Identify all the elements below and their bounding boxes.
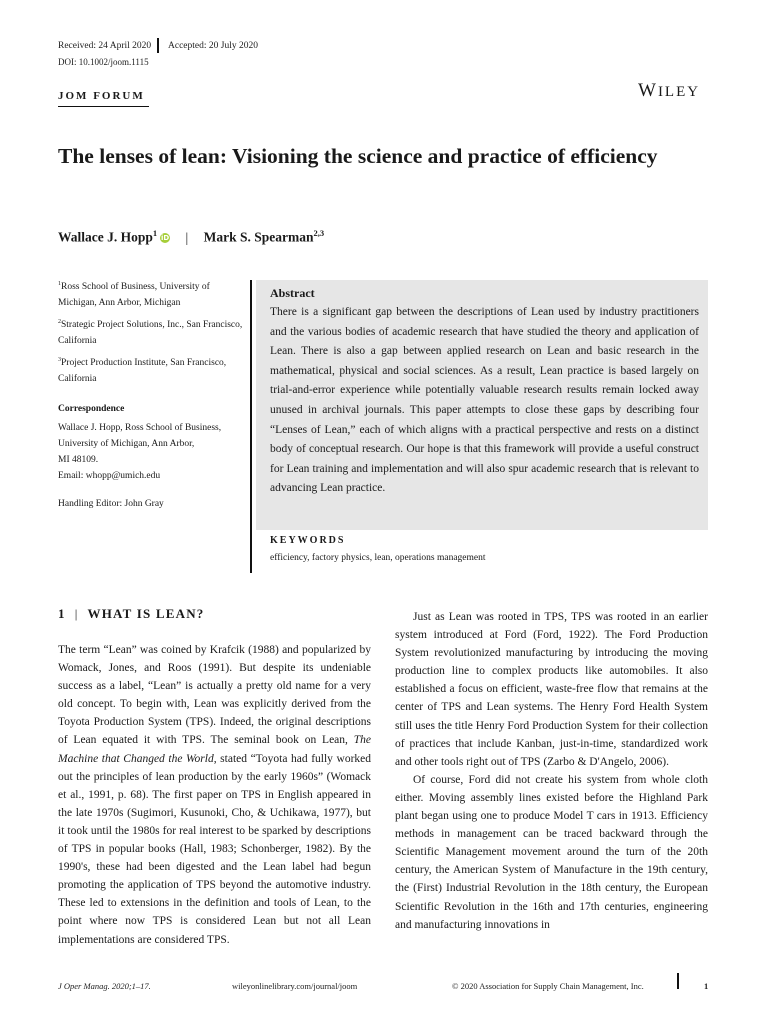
body-text: The term “Lean” was coined by Krafcik (1988) and popularized by Womack, Jones, and Roos (1991). But despite its undeniable success as a label, “Lean” is actually a pretty old name for a very old concept. To begin with, Lean was explicitly derived from the Toyota Production System (TPS). Indeed, the original descriptions of Lean equated it with TPS. The seminal book on Lean, [58, 644, 371, 747]
author-name[interactable]: Mark S. Spearman [203, 229, 314, 245]
correspondence-line: Wallace J. Hopp, Ross School of Business, [58, 423, 222, 434]
affiliation [58, 352, 243, 387]
received-date: Received: 24 April 2020 [58, 41, 152, 51]
section-number: 1 [58, 606, 66, 621]
footer-copyright: © 2020 Association for Supply Chain Management, Inc. [452, 981, 644, 991]
author-affil-sup: 1 [152, 228, 158, 238]
keywords-heading: KEYWORDS [270, 535, 346, 546]
affiliation [58, 314, 243, 349]
abstract-heading: Abstract [270, 286, 315, 300]
abstract-rule [250, 280, 252, 573]
affiliation [58, 276, 243, 311]
orcid-icon[interactable]: iD [161, 233, 170, 242]
keywords-text: efficiency, factory physics, lean, operations management [270, 553, 486, 563]
logo-rest: ILEY [657, 84, 701, 100]
handling-editor: Handling Editor: John Gray [58, 499, 164, 510]
correspondence-email[interactable]: Email: whopp@umich.edu [58, 471, 161, 482]
footer-url[interactable]: wileyonlinelibrary.com/journal/joom [232, 981, 358, 991]
body-column-right [395, 608, 708, 934]
author-affil-sup: 2,3 [313, 228, 325, 238]
section-title: WHAT IS LEAN? [87, 606, 205, 621]
publisher-logo [638, 80, 700, 102]
body-column-left [58, 641, 371, 949]
book-title: The Machine that Changed the World [58, 734, 371, 765]
affiliation-sup: 2 [58, 319, 61, 326]
section-heading-separator: | [74, 606, 79, 621]
section-label-underline [58, 106, 149, 107]
correspondence-line: University of Michigan, Ann Arbor, [58, 439, 195, 450]
abstract-text: There is a significant gap between the descriptions of Lean used by industry practitioners and the various bodies of academic research that have studied the theory and application of Lean. There is also a gap between applied research on Lean and basic research in the mathematical, physical and social sciences. As a result, Lean practice is based largely on trial-and-error experience while potentially valuable research results remain locked away unused in archival journals. This paper attempts to close these gaps by describing four “Lenses of Lean,” each of which aligns with a practical perspective and rests on a distinct body of conceptual research. Our hope is that this framework will provide a useful construct for Lean training and implementation and will also spur academic research that is relevant to advancing Lean practice. [270, 306, 699, 495]
author-name[interactable]: Wallace J. Hopp [58, 229, 153, 245]
footer-divider [677, 973, 679, 989]
correspondence-line: MI 48109. [58, 455, 99, 466]
section-label: JOM FORUM [58, 90, 145, 102]
meta-divider [157, 38, 159, 53]
body-paragraph: Just as Lean was rooted in TPS, TPS was rooted in an earlier system introduced at Ford (Ford, 1922). The Ford Production System revolutionized manufacturing by introducing the moving production line to complex products like automobiles. It also established a focus on efficient, waste-free flow that remains at the center of TPS and Lean systems. The Henry Ford Health System still uses the title Henry Ford Production System for their collection of practices that include Kanban, just-in-time, standardized work and other tools right out of TPS (Zarbo & D'Angelo, 2006). [395, 611, 708, 768]
affiliation-text: Ross School of Business, University of Michigan, Ann Arbor, Michigan [58, 282, 210, 309]
affiliation-text: Project Production Institute, San Francisco, California [58, 358, 227, 385]
affiliation-sup: 1 [58, 281, 61, 287]
section-heading [58, 606, 205, 622]
doi: DOI: 10.1002/joom.1115 [58, 57, 149, 67]
body-paragraph [58, 641, 371, 949]
affiliation-text: Strategic Project Solutions, Inc., San Francisco, California [58, 320, 243, 347]
author-separator: | [185, 229, 189, 245]
author-list [58, 228, 324, 246]
accepted-date: Accepted: 20 July 2020 [168, 41, 258, 51]
body-paragraph: Of course, Ford did not create his system from whole cloth either. Moving assembly lines existed before the Highland Park plant began using one to produce Model T cars in 1913. Efficiency methods in management can be traced backward through the Scientific Management movement around the turn of the 20th century, the American System of Manufacture in the 19th century, the (First) Industrial Revolution in the 18th century, the European Scientific Revolution in the 16th and 17th centuries, engineering and manufacturing innovations in [395, 773, 708, 931]
affiliation-sup: 3 [58, 357, 61, 364]
page-number: 1 [704, 981, 709, 991]
body-text: , stated “Toyota had fully worked out the principles of lean production by the early 1960s” (Womack et al., 1991, p. 68). The first paper on TPS in English appeared in the late 1970s (Sugimori, Kusunoki, Cho, & Uchikawa, 1977), but it took until the 1980s for real interest to be sparked by descriptions of TPS in popular books (Hall, 1983; Schonberger, 1982). By the 1990's, these had been digested and the Lean label had begun promoting the application of TPS beyond the automotive industry. These led to extensions in the definition and tools of Lean, to the point where now TPS is considered Lean but not all Lean implementations are considered TPS. [58, 752, 371, 946]
footer-journal: J Oper Manag. 2020;1–17. [58, 981, 151, 991]
affiliations-panel [58, 276, 243, 512]
article-title: The lenses of lean: Visioning the science and practice of efficiency [58, 144, 658, 168]
logo-first-letter: W [638, 80, 658, 101]
correspondence-heading: Correspondence [58, 404, 125, 415]
